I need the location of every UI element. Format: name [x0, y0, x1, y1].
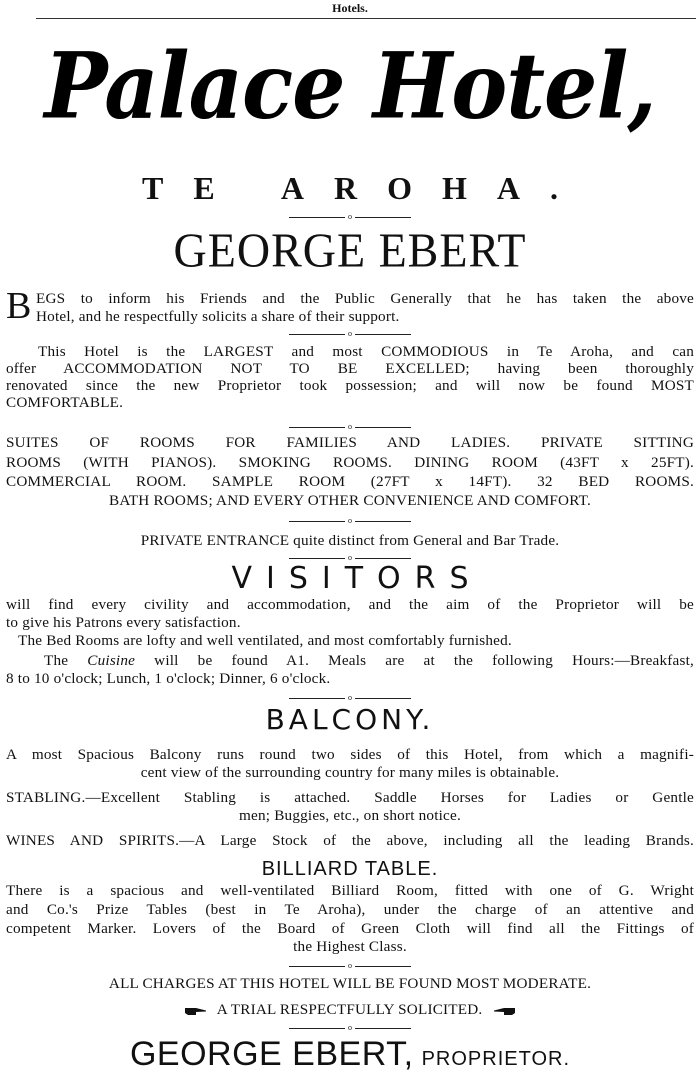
proprietor-name-heading: GEORGE EBERT [173, 223, 527, 278]
balcony-line: A most Spacious Balcony runs round two sides of this Hotel, from which a magnifi- [6, 746, 694, 763]
suites-line: COMMERCIAL ROOM. SAMPLE ROOM (27FT x 14FT). 32 BED ROOMS. [6, 473, 694, 490]
wines-line: WINES AND SPIRITS.—A Large Stock of the above, including all the leading Brands. [6, 832, 694, 849]
hotel-title: Palace Hotel, [44, 31, 656, 139]
visitors-line: to give his Patrons every satisfaction. [6, 614, 241, 631]
visitors-heading: VISITORS [231, 561, 483, 596]
balcony-line: cent view of the surrounding country for many miles is obtainable. [140, 764, 560, 781]
separator: o [0, 516, 700, 526]
billiard-line: There is a spacious and well-ventilated Billiard Room, fitted with one of G. Wright [6, 882, 694, 899]
largest-line: This Hotel is the LARGEST and most COMMODIOUS in Te Aroha, and can [38, 343, 694, 360]
separator: o [0, 961, 700, 971]
billiard-line: and Co.'s Prize Tables (best in Te Aroha), under the charge of an attentive and [6, 901, 694, 918]
separator: o [0, 329, 700, 339]
balcony-heading: BALCONY. [265, 703, 435, 736]
pointing-hand-right-icon [184, 1005, 208, 1017]
largest-line: COMFORTABLE. [6, 394, 124, 411]
town-name: TE AROHA. [141, 170, 589, 206]
separator: o [0, 212, 700, 222]
largest-line: offer ACCOMMODATION NOT TO BE EXCELLED; having been thoroughly [6, 360, 694, 377]
pointing-hand-left-icon [492, 1005, 516, 1017]
billiard-line: the Highest Class. [293, 938, 407, 955]
proprietor-name-footer: GEORGE EBERT, [129, 1035, 414, 1073]
drop-cap: B [6, 285, 32, 327]
entrance-line: PRIVATE ENTRANCE quite distinct from General and Bar Trade. [140, 532, 560, 549]
visitors-line: 8 to 10 o'clock; Lunch, 1 o'clock; Dinner, 6 o'clock. [6, 670, 331, 687]
separator: o [0, 693, 700, 703]
header-rule [36, 18, 696, 19]
stabling-line: men; Buggies, etc., on short notice. [239, 807, 461, 824]
stabling-line: STABLING.—Excellent Stabling is attached. Saddle Horses for Ladies or Gentle [6, 789, 694, 806]
charges-line: ALL CHARGES AT THIS HOTEL WILL BE FOUND MOST MODERATE. [108, 975, 592, 992]
suites-line: BATH ROOMS; AND EVERY OTHER CONVENIENCE AND COMFORT. [108, 492, 591, 509]
billiard-line: competent Marker. Lovers of the Board of Green Cloth will find all the Fittings of [6, 920, 694, 937]
suites-line: ROOMS (WITH PIANOS). SMOKING ROOMS. DINING ROOM (43FT x 25FT). [6, 454, 694, 471]
separator: o [0, 1023, 700, 1033]
suites-line: SUITES OF ROOMS FOR FAMILIES AND LADIES. PRIVATE SITTING [6, 434, 694, 451]
separator: o [0, 422, 700, 432]
trial-line [6, 1001, 694, 1019]
visitors-line: The Bed Rooms are lofty and well ventilated, and most comfortably furnished. [18, 632, 512, 649]
visitors-line: will find every civility and accommodation, and the aim of the Proprietor will be [6, 596, 694, 613]
visitors-line: The Cuisine will be found A1. Meals are at the following Hours:—Breakfast, [44, 652, 694, 669]
section-header: Hotels. [332, 1, 368, 15]
billiard-heading: BILLIARD TABLE. [261, 858, 439, 880]
separator: o [0, 553, 700, 563]
largest-line: renovated since the new Proprietor took possession; and will now be found MOST [6, 377, 694, 394]
proprietor-role: PROPRIETOR. [421, 1048, 571, 1070]
footer-signature [0, 1032, 700, 1076]
trial-text: A TRIAL RESPECTFULLY SOLICITED. [216, 1001, 483, 1018]
intro-line: EGS to inform his Friends and the Public Generally that he has taken the above [36, 290, 694, 307]
intro-line: Hotel, and he respectfully solicits a share of their support. [36, 308, 400, 325]
